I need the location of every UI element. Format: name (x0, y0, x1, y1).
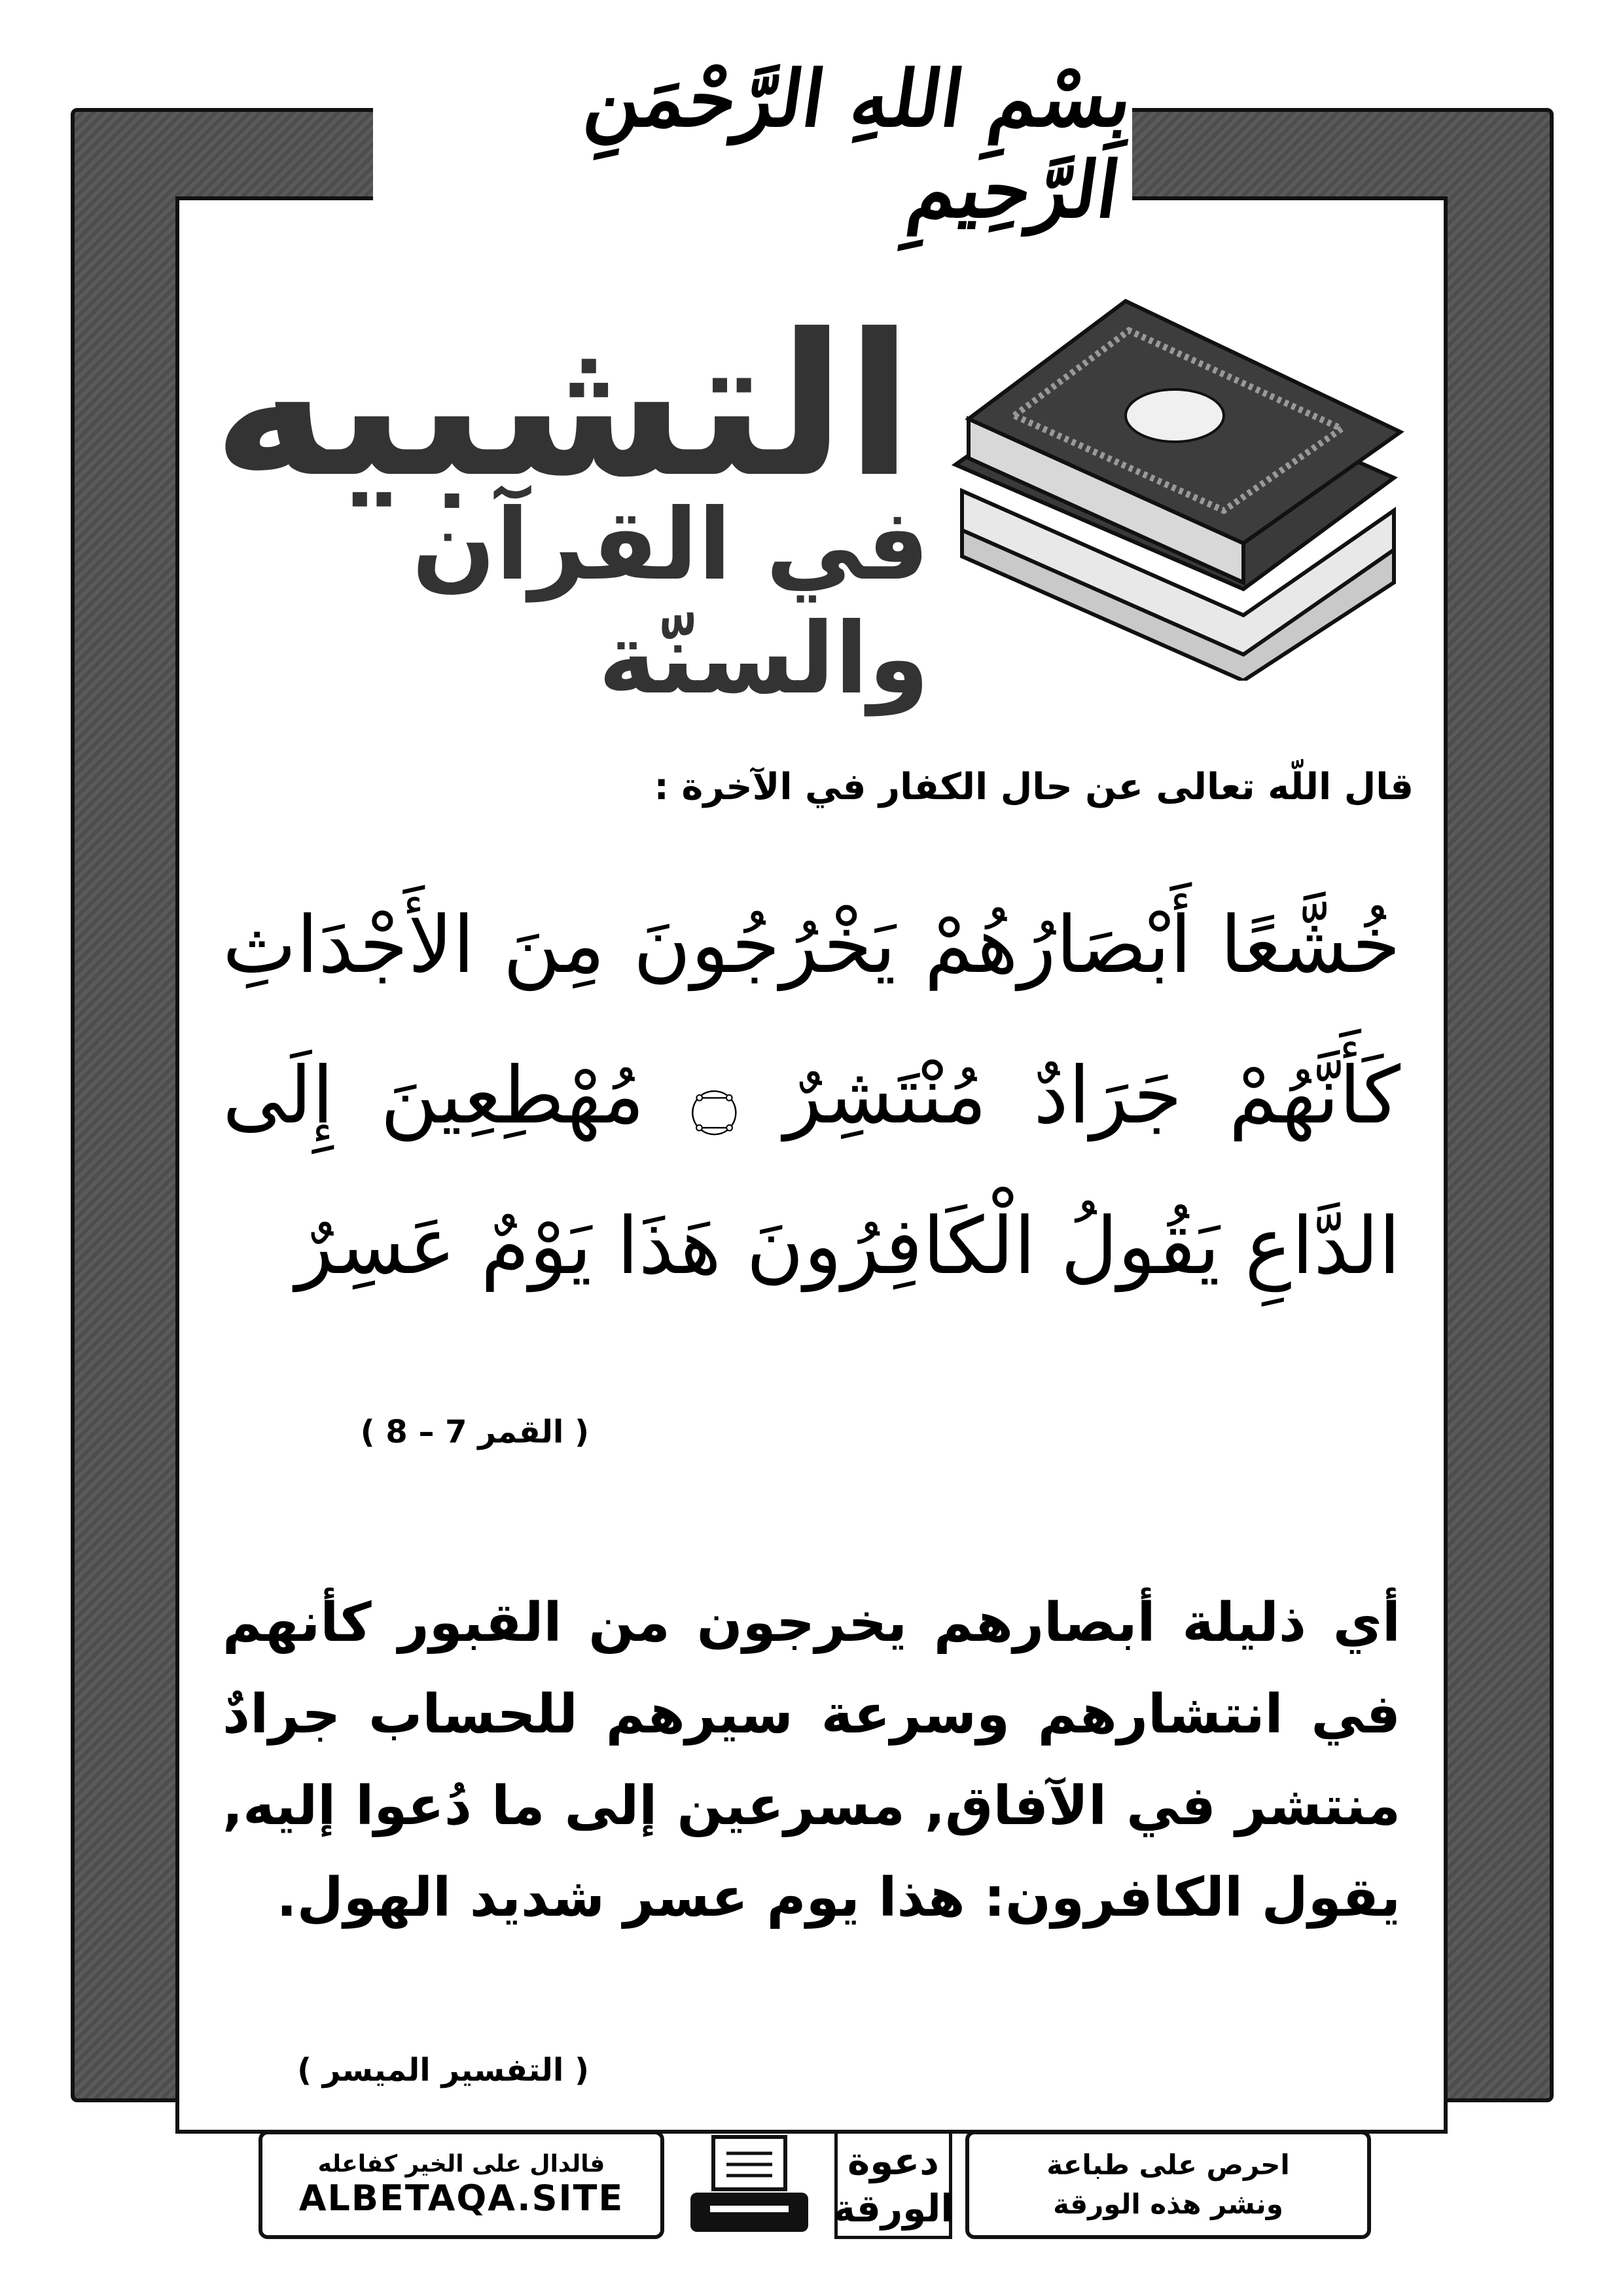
footer-print-line-1: احرص على طباعة (1046, 2149, 1290, 2181)
page-subtitle: في القرآن والسنّة (412, 488, 929, 716)
quran-verse: خُشَّعًا أَبْصَارُهُمْ يَخْرُجُونَ مِنَ الأَجْدَاثِ كَأَنَّهُمْ جَرَادٌ مُنْتَشِرٌ ۝ مُهْطِعِينَ إِلَى الدَّاعِ يَقُولُ الْكَافِرُونَ هَذَا يَوْمٌ عَسِرٌ (223, 900, 1400, 1292)
footer-site-box (259, 2130, 664, 2239)
dawat-alwaraqa-logo (834, 2130, 952, 2239)
footer-print-line-2: ونشر هذه الورقة (1053, 2188, 1283, 2220)
footer-print-box (965, 2130, 1371, 2239)
logo-line-1: دعوة (847, 2139, 939, 2183)
page-title: التشبيه (212, 291, 914, 520)
footer-site-url: ALBETAQA.SITE (298, 2178, 624, 2219)
verse-intro: قال اللّه تعالى عن حال الكفار في الآخرة : (654, 766, 1414, 808)
logo-line-2: الورقة (832, 2186, 954, 2231)
footer-motto: فالدال على الخير كفاعله (317, 2151, 605, 2178)
footer-bar (259, 2130, 1371, 2239)
tafsir-explanation: أي ذليلة أبصارهم يخرجون من القبور كأنهم في انتشارهم وسرعة سيرهم للحساب جرادٌ منتشر في الآفاق, مسرعين إلى ما دُعوا إليه, يقول الكافرون: هذا يوم عسر شديد الهول. (223, 1592, 1400, 1929)
tafsir-source: ( التفسير الميسر ) (297, 2052, 589, 2089)
books-icon (942, 275, 1414, 681)
basmala-calligraphy: بِسْمِ اللهِ الرَّحْمَنِ الرَّحِيمِ (579, 53, 1139, 235)
verse-reference: ( القمر 7 – 8 ) (360, 1414, 589, 1450)
printer-icon (684, 2130, 815, 2239)
